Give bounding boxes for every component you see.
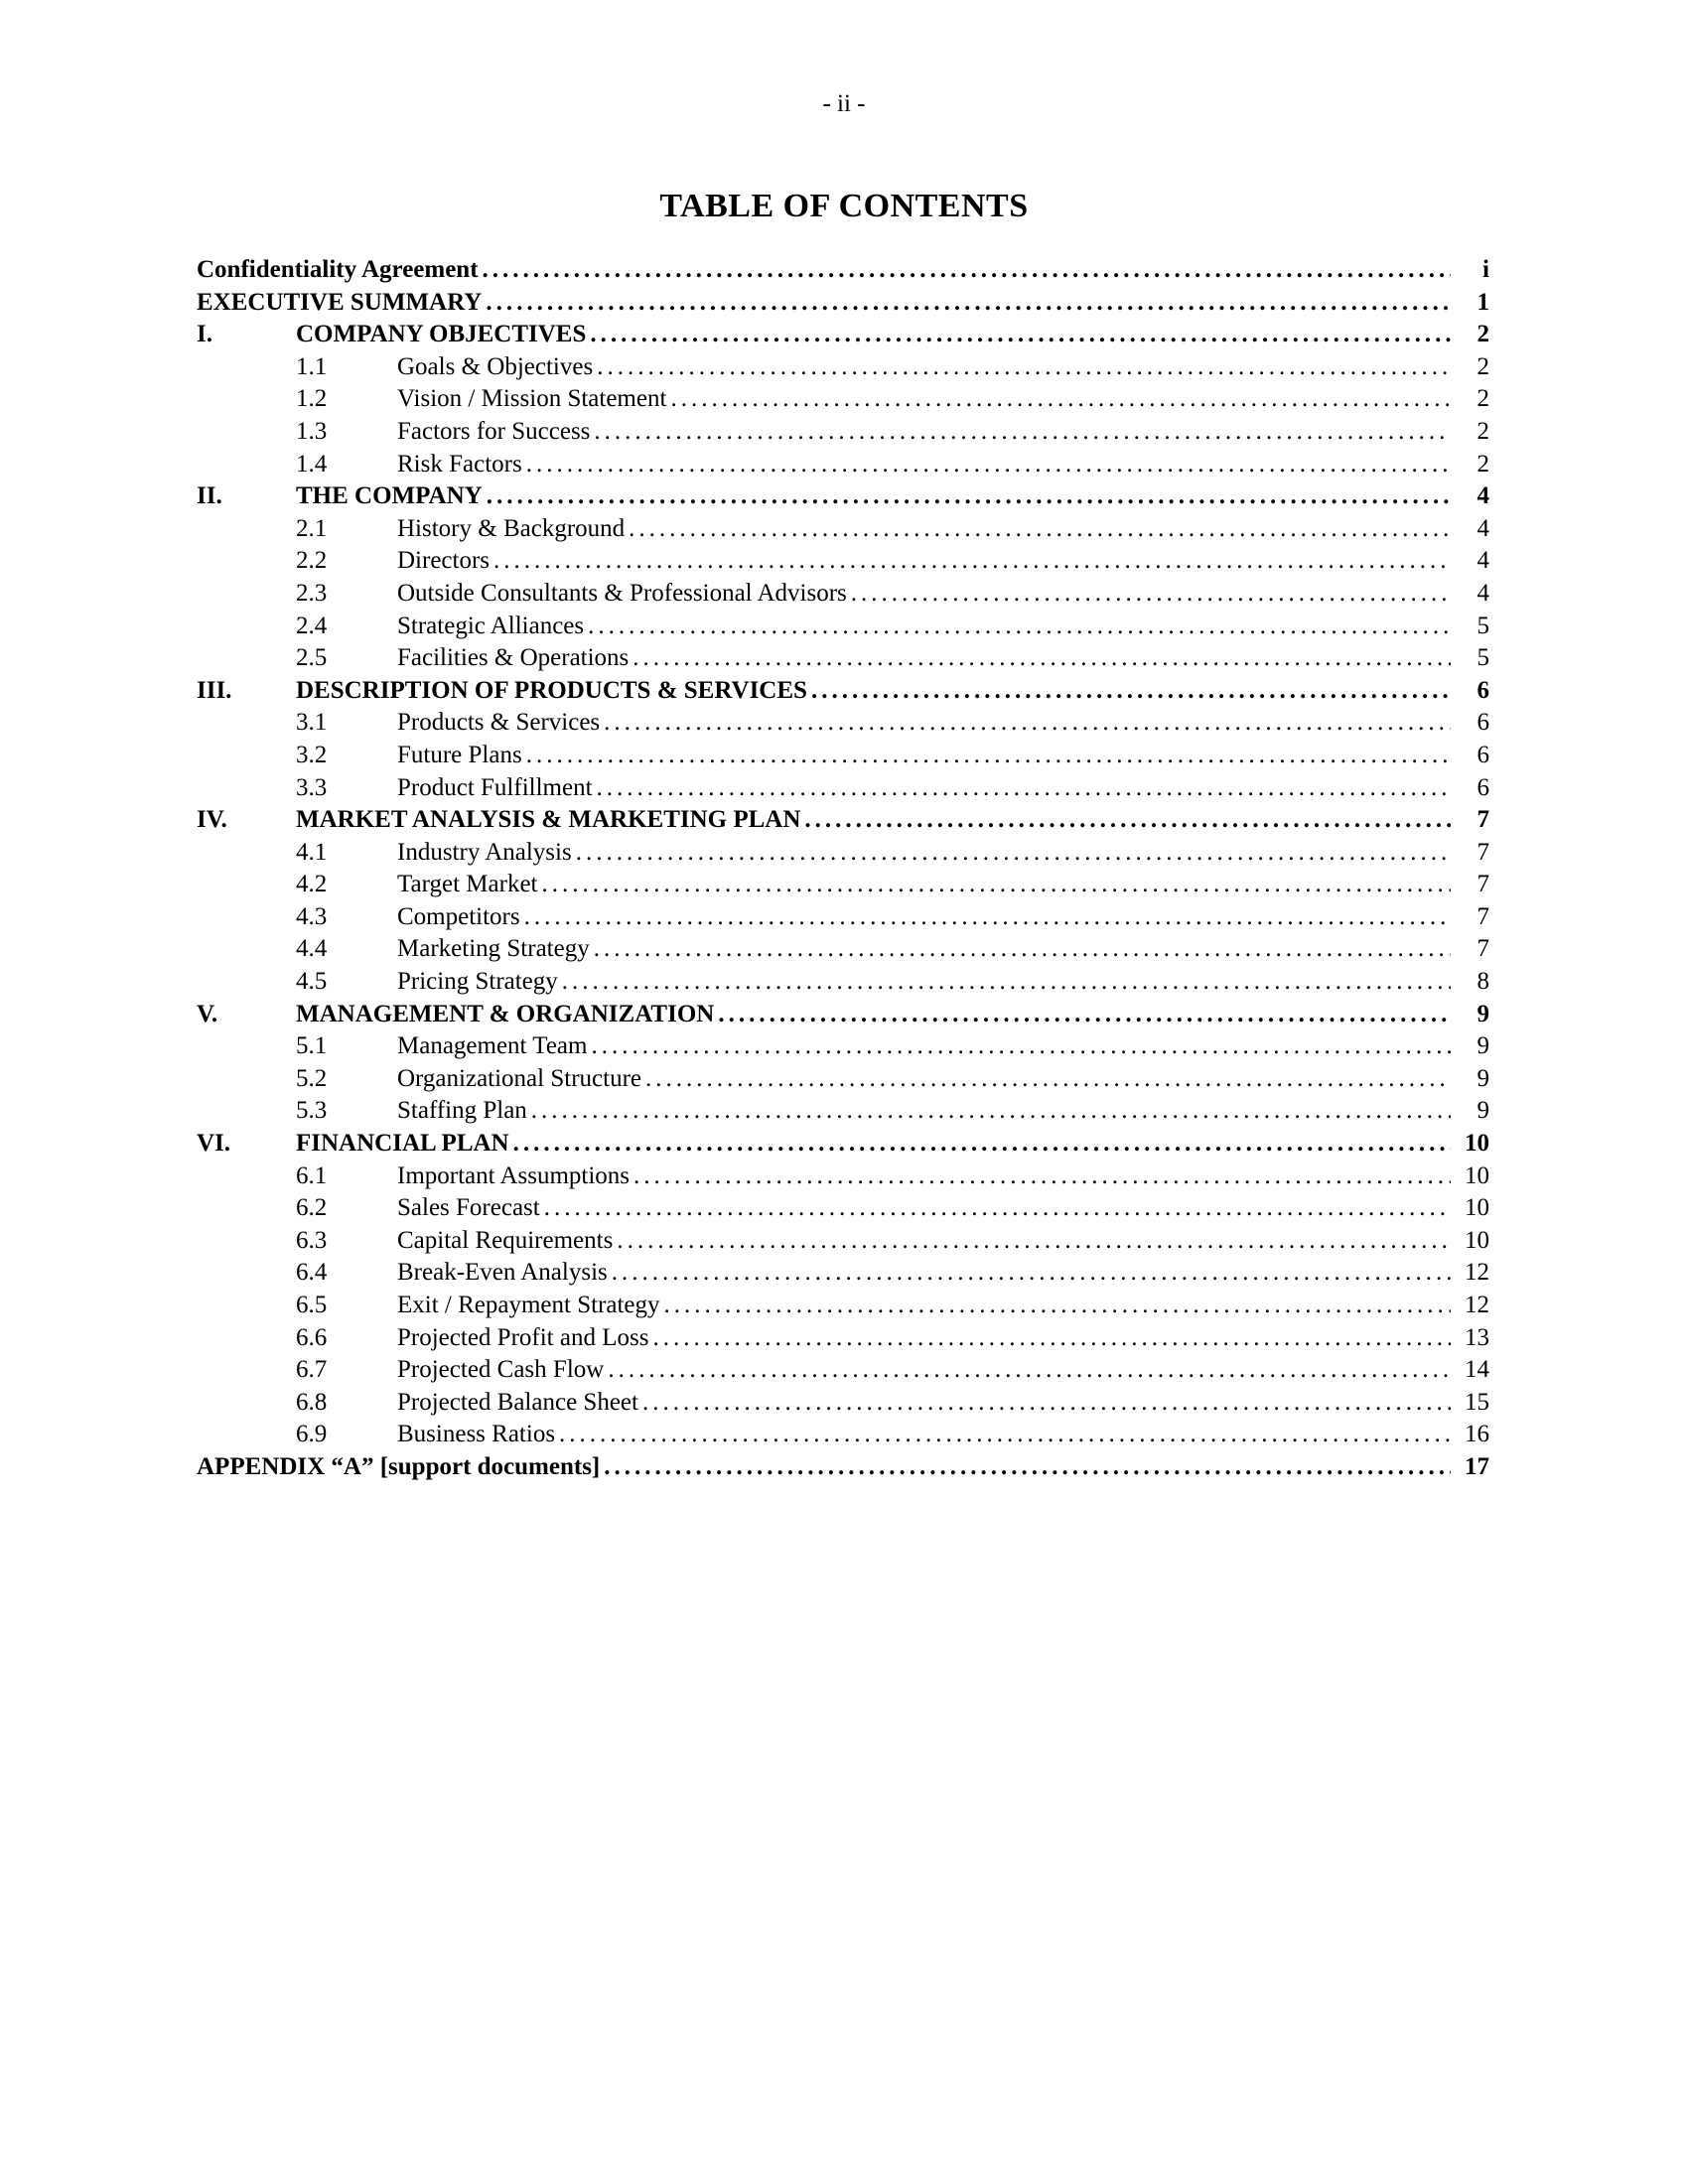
toc-page-number: 12 [1465,1292,1489,1318]
toc-page-number: 7 [1477,838,1489,866]
dot-leader [597,772,1451,805]
toc-entry-number: 6.7 [296,1356,328,1384]
dot-leader [633,1160,1451,1193]
dot-leader [612,1257,1451,1290]
toc-entry [197,1063,1489,1096]
toc-entry-label: Facilities & Operations [397,644,630,672]
toc-page-number: 6 [1477,709,1489,737]
toc-entry-number: 6.9 [296,1421,328,1448]
toc-entry [197,545,1489,578]
toc-entry-number: 6.2 [296,1194,328,1222]
toc-page-number: 12 [1465,1259,1489,1287]
toc-entry-number: 1.3 [296,417,328,445]
toc-entry-label: DESCRIPTION OF PRODUCTS & SERVICES [296,676,807,704]
toc-entry [197,611,1489,643]
toc-page-number: 8 [1477,968,1489,996]
toc-entry-number: 4.1 [296,838,328,866]
toc-entry [197,1290,1489,1322]
toc-entry-number: VI. [197,1130,231,1158]
dot-leader [652,1322,1451,1355]
toc-page-number: i [1482,256,1489,283]
toc-entry-number: 4.4 [296,935,328,963]
toc-entry-number: 3.1 [296,709,328,737]
toc-entry-label: History & Background [397,514,626,542]
toc-entry-label: Target Market [397,871,538,898]
toc-entry-number: 6.6 [296,1323,328,1351]
toc-entry-label: Factors for Success [397,417,591,445]
toc-page-number: 2 [1477,417,1489,445]
toc-entry-label: Break-Even Analysis [397,1259,608,1287]
toc-page-number: 10 [1465,1194,1489,1222]
dot-leader [604,707,1451,740]
toc-entry-label: Product Fulfillment [397,773,593,801]
toc-entry-number: 5.2 [296,1064,328,1092]
toc-page-number: 6 [1477,676,1489,704]
dot-leader [670,383,1451,416]
toc-page-number: 5 [1477,612,1489,639]
toc-page-number: 1 [1477,288,1489,316]
page-number-marker: - ii - [822,90,866,117]
toc-entry-number: 6.4 [296,1259,328,1287]
toc-page-number: 13 [1465,1323,1489,1351]
toc-entry-number: 4.2 [296,871,328,898]
toc-entry [197,999,1489,1031]
toc-entry [197,254,1489,287]
dot-leader [544,1192,1451,1225]
toc-entry-label: Risk Factors [397,450,522,478]
toc-entry-label: APPENDIX “A” [support documents] [197,1452,601,1480]
toc-page-number: 5 [1477,644,1489,672]
toc-entry-number: 2.4 [296,612,328,639]
toc-page-number: 14 [1465,1356,1489,1384]
toc-entry [197,1387,1489,1420]
toc-page-number: 4 [1477,514,1489,542]
toc-entry-number: III. [197,676,232,704]
toc-entry-label: Management Team [397,1032,588,1060]
toc-entry-label: MANAGEMENT & ORGANIZATION [296,1000,715,1027]
toc-entry-label: Staffing Plan [397,1097,527,1125]
dot-leader [664,1290,1451,1322]
toc-entry-number: 6.3 [296,1226,328,1254]
toc-entry-label: Projected Cash Flow [397,1356,605,1384]
toc-entry-number: 4.5 [296,968,328,996]
toc-entry [197,804,1489,837]
toc-entry [197,740,1489,772]
dot-leader [851,578,1451,611]
toc-page-number: 17 [1465,1452,1489,1480]
toc-page-number: 2 [1477,450,1489,478]
toc-entry-label: Exit / Repayment Strategy [397,1292,660,1318]
dot-leader [588,611,1451,643]
dot-leader [526,449,1451,481]
dot-leader [594,416,1451,449]
toc-entry-number: 5.3 [296,1097,328,1125]
dot-leader [486,287,1451,320]
toc-entry [197,449,1489,481]
toc-entry-number: 4.3 [296,902,328,930]
toc-entry-number: 1.4 [296,450,328,478]
dot-leader [531,1095,1451,1128]
toc-page-number: 10 [1465,1130,1489,1158]
toc-entry-label: Goals & Objectives [397,352,594,380]
toc-entry [197,480,1489,513]
toc-entry-label: Pricing Strategy [397,968,558,996]
toc-entry-label: Vision / Mission Statement [397,385,667,413]
toc-entry-number: 2.2 [296,547,328,575]
toc-page-number: 15 [1465,1388,1489,1416]
toc-entry-label: Strategic Alliances [397,612,585,639]
toc-entry-number: 6.8 [296,1388,328,1416]
toc-page-number: 4 [1477,547,1489,575]
toc-entry [197,383,1489,416]
toc-entry-label: Products & Services [397,709,601,737]
toc-entry-label: Business Ratios [397,1421,556,1448]
toc-entry-label: Important Assumptions [397,1161,631,1189]
toc-page-number: 6 [1477,773,1489,801]
dot-leader [513,1128,1451,1160]
toc-page-number: 4 [1477,579,1489,607]
dot-leader [493,545,1451,578]
toc-entry [197,869,1489,901]
toc-page-number: 2 [1477,385,1489,413]
toc-entry-label: Directors [397,547,491,575]
toc-entry-number: IV. [197,806,227,834]
toc-entry [197,1225,1489,1258]
toc-page-number: 16 [1465,1421,1489,1448]
toc-entry [197,287,1489,320]
toc-entry-number: 6.1 [296,1161,328,1189]
toc-entry-number: 6.5 [296,1292,328,1318]
toc-entry-label: Confidentiality Agreement [197,256,479,283]
toc-page-number: 9 [1477,1000,1489,1027]
toc-entry-number: I. [197,321,212,348]
toc-entry [197,1128,1489,1160]
dot-leader [487,480,1451,513]
toc-entry-number: 1.2 [296,385,328,413]
toc-page-number: 6 [1477,741,1489,768]
toc-entry [197,1160,1489,1193]
toc-entry-label: Marketing Strategy [397,935,590,963]
toc-page-number: 10 [1465,1161,1489,1189]
toc-entry [197,513,1489,546]
toc-page-number: 7 [1477,806,1489,834]
dot-leader [617,1225,1451,1258]
toc-entry [197,578,1489,611]
toc-entry [197,642,1489,675]
toc-entry [197,675,1489,708]
dot-leader [718,999,1451,1031]
toc-entry-label: Projected Balance Sheet [397,1388,638,1416]
toc-entry-number: V. [197,1000,218,1027]
toc-page-number: 7 [1477,871,1489,898]
toc-page-number: 2 [1477,321,1489,348]
dot-leader [645,1063,1451,1096]
toc-entry-label: Competitors [397,902,520,930]
dot-leader [811,675,1451,708]
dot-leader [629,513,1451,546]
dot-leader [633,642,1451,675]
toc-entry-number: 2.3 [296,579,328,607]
toc-entry [197,1192,1489,1225]
toc-entry [197,933,1489,966]
toc-page-number: 7 [1477,935,1489,963]
toc-entry-label: THE COMPANY [296,482,483,510]
page-title: TABLE OF CONTENTS [659,188,1029,224]
toc-entry-label: COMPANY OBJECTIVES [296,321,587,348]
toc-page-number: 10 [1465,1226,1489,1254]
dot-leader [597,351,1451,384]
toc-entry [197,351,1489,384]
toc-entry-label: Projected Profit and Loss [397,1323,649,1351]
toc-page-number: 9 [1477,1097,1489,1125]
toc-entry-label: Future Plans [397,741,522,768]
dot-leader [608,1354,1451,1387]
dot-leader [590,319,1451,351]
toc-entry [197,319,1489,351]
toc-page-number: 7 [1477,902,1489,930]
dot-leader [576,837,1451,870]
toc-entry [197,1030,1489,1063]
toc-page-number: 9 [1477,1064,1489,1092]
dot-leader [524,901,1451,934]
toc-entry-label: Capital Requirements [397,1226,614,1254]
dot-leader [642,1387,1451,1420]
toc-entry-number: 2.5 [296,644,328,672]
toc-entry [197,1451,1489,1484]
toc-entry-label: FINANCIAL PLAN [296,1130,509,1158]
toc-entry-label: MARKET ANALYSIS & MARKETING PLAN [296,806,801,834]
toc-entry [197,1419,1489,1451]
toc-entry-label: Sales Forecast [397,1194,540,1222]
toc-page-number: 4 [1477,482,1489,510]
toc-entry-number: 5.1 [296,1032,328,1060]
dot-leader [604,1451,1451,1484]
table-of-contents [197,254,1489,1484]
toc-entry [197,416,1489,449]
dot-leader [804,804,1451,837]
toc-entry-label: Industry Analysis [397,838,572,866]
dot-leader [594,933,1451,966]
toc-entry [197,1322,1489,1355]
toc-entry-number: II. [197,482,222,510]
toc-entry [197,837,1489,870]
toc-entry-number: 2.1 [296,514,328,542]
toc-entry [197,1095,1489,1128]
dot-leader [559,1419,1451,1451]
toc-page-number: 2 [1477,352,1489,380]
toc-entry-number: 1.1 [296,352,328,380]
toc-entry [197,1354,1489,1387]
dot-leader [591,1030,1451,1063]
dot-leader [541,869,1451,901]
toc-entry [197,707,1489,740]
toc-entry-label: Organizational Structure [397,1064,641,1092]
toc-entry-number: 3.2 [296,741,328,768]
dot-leader [483,254,1451,287]
toc-entry-number: 3.3 [296,773,328,801]
dot-leader [562,966,1451,999]
toc-entry [197,966,1489,999]
toc-entry [197,901,1489,934]
toc-page-number: 9 [1477,1032,1489,1060]
dot-leader [526,740,1451,772]
toc-entry [197,1257,1489,1290]
toc-entry [197,772,1489,805]
toc-entry-label: EXECUTIVE SUMMARY [197,288,483,316]
toc-entry-label: Outside Consultants & Professional Advisors [397,579,847,607]
